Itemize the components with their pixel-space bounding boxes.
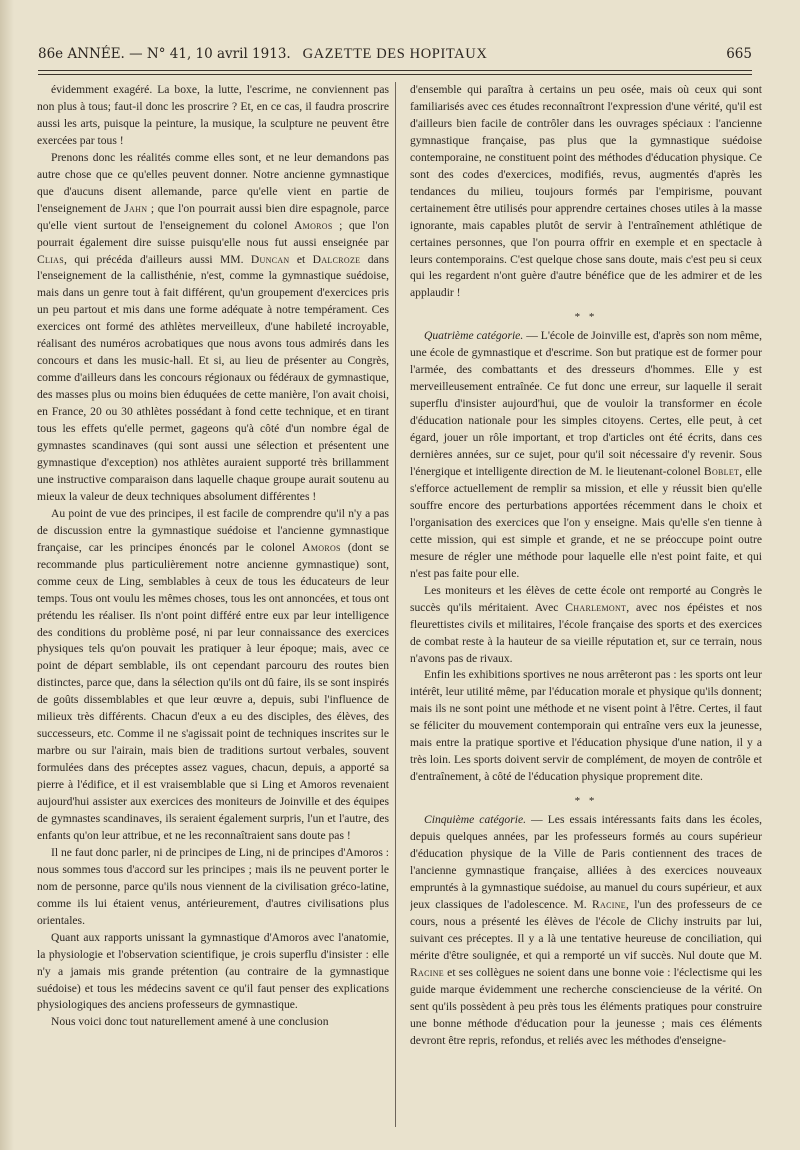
section-heading: Quatrième catégorie. [424,329,524,343]
journal-title: GAZETTE DES HOPITAUX [302,46,488,62]
person-name: Racine [410,965,444,979]
page-number: 665 [726,46,752,62]
person-name: Duncan [250,252,290,266]
paragraph: Au point de vue des principes, il est facile de comprendre qu'il n'y a pas de discussion entre la gymnastique suédoise et l'ancienne gymnastique française, car les principes énoncés par le colonel Amoros (dont se recommande plus particulièrement notre ancienne gymnastique) sont, comme ceux de Ling, semblables à ceux de tous les éducateurs de leur temps. Tous ont voulu les mêmes choses, tous les ont annoncées, et tous ont prétendu les réaliser. Ils n'ont point différé entre eux par leur intelligence des conditions du problème posé, ni par leur connaissance des exercices physiques tels qu'on pouvait les pratiquer à leur époque; mais, avec ce point de départ semblable, ils ont cependant parcouru des routes bien distinctes, parce que, dans la sélection qu'ils ont dû faire, ils se sont inspirés de goûts dissemblables et que leur œuvre a, depuis, subi l'influence de milieux très différents. Chacun d'eux a eu des disciples, des élèves, des successeurs, etc. Comme il ne s'agissait point de techniques inscrites sur le marbre ou sur l'airain, mais bien de traditions surtout verbales, souvent formulées dans des préceptes assez vagues, chacun, depuis, a apporté sa pierre à l'édifice, et il est vraisemblable que si Ling et Amoros revenaient aujourd'hui assister aux exercices des moniteurs de Joinville et des équipes de gymnastes scandinaves, ils seraient également surpris, l'un et l'autre, des enfants qu'on leur attribue, et ne les reconnaîtraient sans doute pas ! [37,506,389,842]
person-name: Amoros [294,218,333,232]
section-heading: Cinquième catégorie. [424,813,526,827]
paragraph: Enfin les exhibitions sportives ne nous arrêteront pas : les sports ont leur intérêt, leur utilité même, par l'éducation morale et physique qu'ils donnent; mais ils ne sont point une méthode et ne visent point à l'être. Certes, il faut se féliciter du mouvement contemporain qui entraîne vers eux la jeunesse, mais entre la pratique sportive et l'éducation physique d'une nation, il y a très loin. Les sports doivent servir de complément, de moyen de contrôle et d'entraînement, à côté de l'éducation physique proprement dite. [410,668,762,784]
paragraph: Quatrième catégorie. — L'école de Joinville est, d'après son nom même, une école de gymnastique et d'escrime. Son but pratique est de former pour l'armée, des combattants et des dresseurs d'hommes. Elle y est merveilleusement entraînée. Ce fut donc une erreur, sur laquelle il serait superflu d'insister aujourd'hui, que de vouloir la transformer en école d'éducation nationale pour les simples citoyens. Certes, elle peut, à cet égard, jouer un rôle important, et trop d'articles ont été écrits, dans ces dernières années, sur ce sujet, pour qu'il soit nécessaire d'y revenir. Sous l'énergique et intelligente direction de M. le lieutenant-colonel Boblet, elle s'efforce actuellement de remplir sa mission, et elle y réussit bien qu'elle souffre encore des perturbations apportées récemment dans le choix et l'organisation des exercices que l'on y enseigne. Mais qu'elle s'en tienne à cette mission, qui est simple et grande, et ne se préoccupe point outre mesure de régler une méthode pour laquelle elle n'est point faite, et qui n'est pas faite pour elle. [410,329,762,580]
header-rule-thin [38,74,752,75]
page-edge-shadow [0,0,14,1150]
header-rule-thick [38,70,752,71]
person-name: Racine [592,897,626,911]
section-separator-stars: * * [574,795,598,808]
person-name: Jahn [124,201,148,215]
column-divider [395,82,396,1127]
paragraph: évidemment exagéré. La boxe, la lutte, l'escrime, ne conviennent pas non plus à tous; faut-il donc les proscrire ? Et, en ce cas, il faudra proscrire aussi les arts, puisque la peinture, la musique, la sculpture ne peuvent être exercées par tous ! [37,83,389,147]
right-column [410,82,762,1132]
page-header [38,44,752,66]
person-name: Dalcroze [312,252,361,266]
paragraph: Prenons donc les réalités comme elles sont, et ne leur demandons pas autre chose que ce qu'elles peuvent donner. Notre ancienne gymnastique que d'aucuns disent allemande, parce qu'elle vient en partie de l'enseignement de Jahn ; que l'on pourrait aussi bien dire espagnole, parce qu'elle vient surtout de l'enseignement du colonel Amoros ; que l'on pourrait également dire suisse puisqu'elle nous fut aussi enseignée par Clias, qui précéda d'ailleurs aussi MM. Duncan et Dalcroze dans l'enseignement de la callisthénie, n'est, comme la gymnastique suédoise, mais dans un genre tout à fait différent, qu'un groupement d'exercices pris un peu partout et mis dans une forme adéquate à notre tempérament. Ces exercices ont formé des athlètes merveilleux, d'une habileté incroyable, réalisant des numéros acrobatiques que nous avons tous admirés dans les concours et dans les music-hall. Et si, au lieu de présenter au Congrès, comme d'ailleurs dans les concours régionaux ou fédéraux de gymnastique, des masses plus ou moins bien éduquées de cette manière, l'on avait choisi, en France, 20 ou 30 athlètes possédant à fond cette technique, et en tirant tous les effets qu'elle permet, gageons qu'à côté d'un nombre égal de gymnastes scandinaves (qui sont aussi une sélection et présentent une gymnastique d'exception) nos athlètes auraient supporté très brillamment une instructive comparaison dans laquelle chaque groupe aurait soutenu au mieux la valeur de deux techniques absolument différentes ! [37,150,389,503]
person-name: Charlemont [565,600,627,614]
section-separator-stars: * * [574,311,598,324]
paragraph: Quant aux rapports unissant la gymnastique d'Amoros avec l'anatomie, la physiologie et l'observation scientifique, je crois superflu d'insister : elle n'y a jamais mis grande prétention (au contraire de la gymnastique suédoise) et tous les médecins savent ce qu'il faut penser des explications physiologiques des anciens professeurs de gymnastique. [37,930,389,1012]
paragraph: Il ne faut donc parler, ni de principes de Ling, ni de principes d'Amoros : nous sommes tous d'accord sur les principes ; mais ils ne peuvent porter le nom de personne, parce qu'ils nous viennent de la civilisation gréco-latine, comme ils lui étaient venus, antérieurement, d'autres civilisations plus orientales. [37,845,389,927]
paragraph: Cinquième catégorie. — Les essais intéressants faits dans les écoles, depuis quelques années, par les professeurs formés au cours supérieur d'éducation physique de la Ville de Paris contiennent des traces de l'ancienne gymnastique française, alliées à des exercices nouveaux empruntés à la gymnastique suédoise, au manuel du cours supérieur, et aux jeux classiques de l'adolescence. M. Racine, l'un des professeurs de ce cours, nous a présenté les élèves de l'école de Clichy instruits par lui, suivant ces préceptes. Il y a là une tentative heureuse de conciliation, qui mérite d'être soulignée, et qui a remporté un vif succès. Nul doute que M. Racine et ses collègues ne soient dans une bonne voie : l'éclectisme qui les guide marque évidemment une recherche consciencieuse de la vérité. On sent qu'ils possèdent à peu près tous les éléments pratiques pour construire une bonne méthode d'éducation pour la jeunesse ; mais ces éléments devront être repris, refondus, et reliés avec les méthodes d'enseigne- [410,813,762,1047]
issue-line: 86e ANNÉE. — N° 41, 10 avril 1913. [38,46,291,62]
paragraph: d'ensemble qui paraîtra à certains un peu osée, mais où ceux qui sont familiarisés avec ces études reconnaîtront l'expression d'une vérité, qu'il est d'ailleurs bien facile de contrôler dans les ouvrages spéciaux : l'ancienne gymnastique française, pas plus que la gymnastique suédoise contemporaine, ne constituent point des méthodes d'éducation physique. Ce sont des codes d'exercices, modifiés, revus, augmentés d'après les tendances du milieu, toujours formés par l'empirisme, pouvant certainement être utilisés pour apprendre certaines choses utiles à la masse ignorante, mais capables plutôt de servir à l'entraînement athlétique de certaines personnes, que l'on pourra offrir en exemple et en spectacle à leurs contemporains. C'est quelque chose sans doute, mais c'est peu si ceux qui les regardent n'ont guère d'autre bénéfice que de les admirer et de les applaudir ! [410,83,762,300]
paragraph: Nous voici donc tout naturellement amené à une conclusion [51,1015,329,1029]
person-name: Boblet [703,465,740,479]
person-name: Clias [37,252,65,266]
person-name: Amoros [302,540,341,554]
left-column [37,82,389,1132]
paragraph: Les moniteurs et les élèves de cette école ont remporté au Congrès le succès qu'ils méritaient. Avec Charlemont, avec nos épéistes et nos fleurettistes civils et militaires, l'école française des sports et des exercices de combat reste à la hauteur de sa vieille réputation et, sur ce terrain, nous n'avons pas de rivaux. [410,583,762,665]
